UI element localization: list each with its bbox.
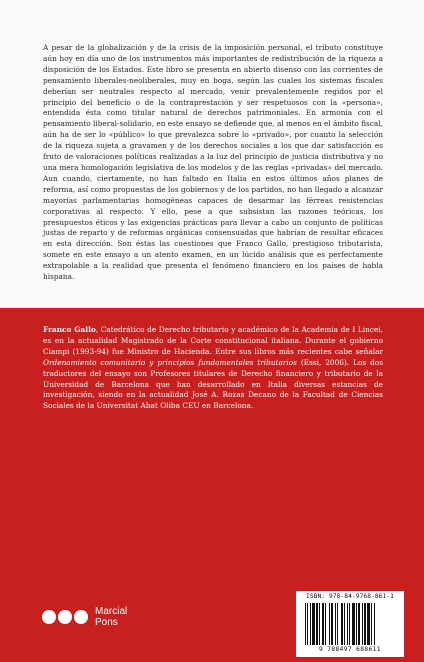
logo-dot-icon (42, 610, 56, 624)
book-title: Ordenamiento comunitario y principios fundamentales tributarios (43, 357, 297, 367)
logo-dot-icon (58, 610, 72, 624)
publisher-logo (42, 604, 127, 630)
author-bio (43, 325, 383, 412)
isbn-label: ISBN: 978-84-9768-861-1 (306, 593, 394, 600)
barcode-digits: 9 788497 688611 (319, 646, 381, 653)
author-panel (0, 308, 424, 662)
barcode-icon (305, 603, 395, 645)
publisher-line2: Pons (95, 617, 118, 628)
blurb-text: A pesar de la globalización y de la crisis de la imposición personal, el tributo constituye aún hoy en día uno de los instrumentos más importantes de redistribución de la riqueza a disposición de los Estados. Este libro se presenta en abierto disenso con las corrientes de pensamiento liberales-neoliberales, muy en boga, según las cuales los sistemas fiscales deberían ser neutrales respecto al mercado, venir prevalentemente regidos por el principio del beneficio o de la contraprestación y ser respetuosos con la «persona», entendida ésta como titular natural de derechos patrimoniales. En armonía con el pensamiento liberal-solidario, en este ensayo se defiende que, al menos en el ámbito fiscal, aún ha de ser lo «público» lo que prevalezca sobre lo «privado», por cuanto la selección de la riqueza sujeta a gravamen y de los derechos sociales a los que dar satisfacción es fruto de valoraciones políticas realizadas a la luz del principio de justicia distributiva y no una mera homologación legislativa de los modelos y de las reglas «privadas» del mercado. Aun cuando, ciertamente, no han faltado en Italia en estos últimos años planes de reforma, así como propuestas de los gobiernos y de los partidos, no han llegado a alcanzar mayorías parlamentarias homogéneas capaces de desarmar las férreas resistencias corporativas al respecto. Y ello, pese a que subsistan las razones teóricas, los presupuestos éticos y las exigencias prácticas para llevar a cabo un conjunto de políticas justas de reparto y de reformas orgánicas consensuadas que habrían de resultar eficaces en esta dirección. Son éstas las cuestiones que Franco Gallo, prestigioso tributarista, somete en este ensayo a un atento examen, en un lúcido análisis que es perfectamente extrapolable a la realidad que presenta el fenómeno financiero en los países de habla hispana. (43, 43, 383, 282)
barcode-box (296, 591, 404, 657)
author-bio-part2: (Essi, 2006). Los dos traductores del ensayo son Profesores titulares de Derecho financiero y tributario de la Universidad de Barcelona que han desarrollado en Italia diversas estancias de investigación, siendo en la actualidad José A. Rozas Decano de la Facultad de Ciencias Sociales de la Universitat Abat Oliba CEU en Barcelona. (43, 357, 383, 411)
publisher-line1: Marcial (95, 606, 128, 617)
author-name: Franco Gallo (43, 325, 96, 334)
blurb-panel (0, 0, 424, 308)
logo-dot-icon (74, 610, 88, 624)
author-bio-part1: , Catedrático de Derecho tributario y académico de la Academia de I Lincei, es en la actualidad Magistrado de la Corte constitucional italiana. Durante el gobierno Ciampi (1993-94) fue Ministro de Hacienda. Entre sus libros más recientes cabe señalar (43, 325, 383, 356)
publisher-name (95, 606, 127, 628)
